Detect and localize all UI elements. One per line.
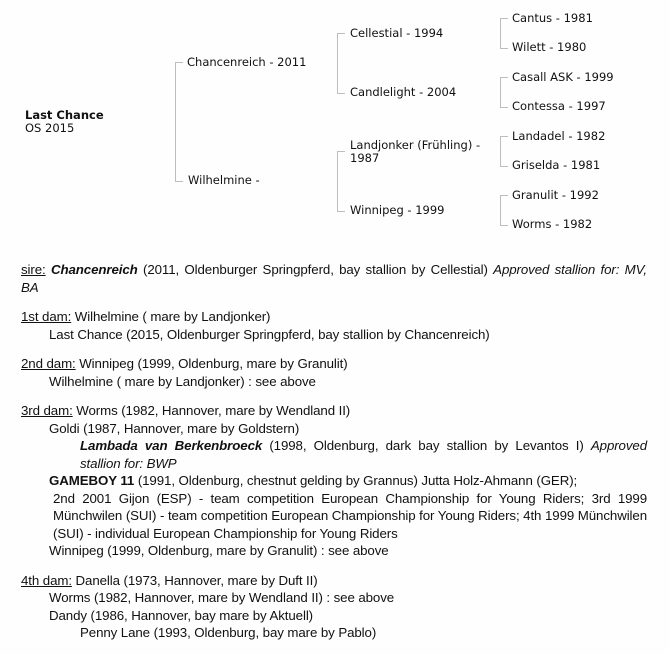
dam1-main: Wilhelmine ( mare by Landjonker): [71, 309, 271, 324]
bracket-gen2-dam: [337, 151, 345, 212]
dam4-worms: Worms (1982, Hannover, mare by Wendland II) : see above: [49, 590, 395, 605]
dam2-offspring: Wilhelmine ( mare by Landjonker) : see above: [49, 373, 316, 389]
dam1-offspring: Last Chance (2015, Oldenburger Springpferd, bay stallion by Chancenreich): [49, 326, 490, 342]
pedigree-ddd[interactable]: Worms - 1982: [512, 217, 593, 231]
sire-block: [21, 261, 647, 296]
dam3-lambada: [21, 437, 647, 472]
bracket-gen2-sire: [337, 33, 345, 94]
sire-label: sire:: [21, 262, 46, 277]
pedigree-ds[interactable]: [350, 139, 480, 165]
dam1-block: [21, 308, 647, 343]
lambada-approved: Approved stallion for: BWP: [80, 438, 647, 471]
dam4-dandy: Dandy (1986, Hannover, bay mare by Aktuell): [49, 607, 314, 623]
dam4-block: [21, 572, 647, 642]
dam4-label: 4th dam:: [21, 572, 72, 588]
pedigree-ssd[interactable]: Wilett - 1980: [512, 40, 587, 54]
gameboy-details: (1991, Oldenburg, chestnut gelding by Grannus) Jutta Holz-Ahmann (GER);: [134, 473, 578, 488]
bracket-gen3-2: [500, 77, 508, 108]
pedigree-dd[interactable]: Winnipeg - 1999: [350, 203, 445, 217]
pedigree-sds[interactable]: Casall ASK - 1999: [512, 70, 614, 84]
dam2-block: [21, 355, 647, 390]
dam3-gameboy: [21, 472, 647, 490]
gameboy-name: GAMEBOY 11: [49, 473, 135, 488]
pedigree-ds-line2: 1987: [350, 151, 380, 165]
dam2-main: Winnipeg (1999, Oldenburg, mare by Granulit): [75, 356, 348, 371]
pedigree-dsd[interactable]: Griselda - 1981: [512, 158, 601, 172]
pedigree-dam[interactable]: Wilhelmine -: [188, 173, 260, 187]
dam2-label: 2nd dam:: [21, 356, 76, 371]
dam4-main: Danella (1973, Hannover, mare by Duft II): [71, 572, 318, 588]
lambada-name: Lambada van Berkenbroeck: [80, 438, 263, 453]
pedigree-dss[interactable]: Landadel - 1982: [512, 129, 606, 143]
subject-subtitle: OS 2015: [25, 121, 75, 135]
lambada-details: (1998, Oldenburg, dark bay stallion by Levantos I): [262, 438, 591, 453]
pedigree-sd[interactable]: Candlelight - 2004: [350, 85, 457, 99]
pedigree-ds-line1: Landjonker (Frühling) -: [350, 138, 481, 152]
subject-horse: [25, 109, 104, 135]
bracket-gen3-3: [500, 136, 508, 167]
bracket-gen3-4: [500, 195, 508, 226]
bracket-gen3-1: [500, 18, 508, 49]
dam3-goldi: Goldi (1987, Hannover, mare by Goldstern): [49, 420, 300, 436]
dam3-gameboy-results-wrap: [21, 490, 647, 543]
pedigree-sdd[interactable]: Contessa - 1997: [512, 99, 606, 113]
sire-name: Chancenreich: [50, 262, 138, 277]
pedigree-sss[interactable]: Cantus - 1981: [512, 11, 593, 25]
pedigree-ss[interactable]: Cellestial - 1994: [350, 26, 444, 40]
dam3-main: Worms (1982, Hannover, mare by Wendland II): [72, 403, 351, 418]
dam4-penny: Penny Lane (1993, Oldenburg, bay mare by Pablo): [80, 625, 377, 640]
sire-details: (2011, Oldenburger Springpferd, bay stallion by Cellestial): [137, 262, 494, 277]
pedigree-sire[interactable]: Chancenreich - 2011: [187, 55, 307, 69]
pedigree-chart: [0, 0, 670, 245]
bracket-gen1: [175, 62, 183, 182]
dam-line-document: [21, 261, 647, 654]
gameboy-results: 2nd 2001 Gijon (ESP) - team competition European Championship for Young Riders; 3rd 1999 Münchwilen (SUI) - team competition European Championship for Young Riders; 4th 1999 Münchwilen (SUI) - individual European Championship for Young Riders: [53, 490, 647, 541]
dam3-label: 3rd dam:: [21, 403, 73, 418]
dam3-block: [21, 402, 647, 560]
sire-approved: Approved stallion for: MV, BA: [21, 262, 647, 295]
dam3-winnipeg: Winnipeg (1999, Oldenburg, mare by Granulit) : see above: [49, 543, 389, 558]
subject-name: Last Chance: [25, 108, 104, 122]
pedigree-dds[interactable]: Granulit - 1992: [512, 188, 599, 202]
dam1-label: 1st dam:: [21, 309, 72, 324]
